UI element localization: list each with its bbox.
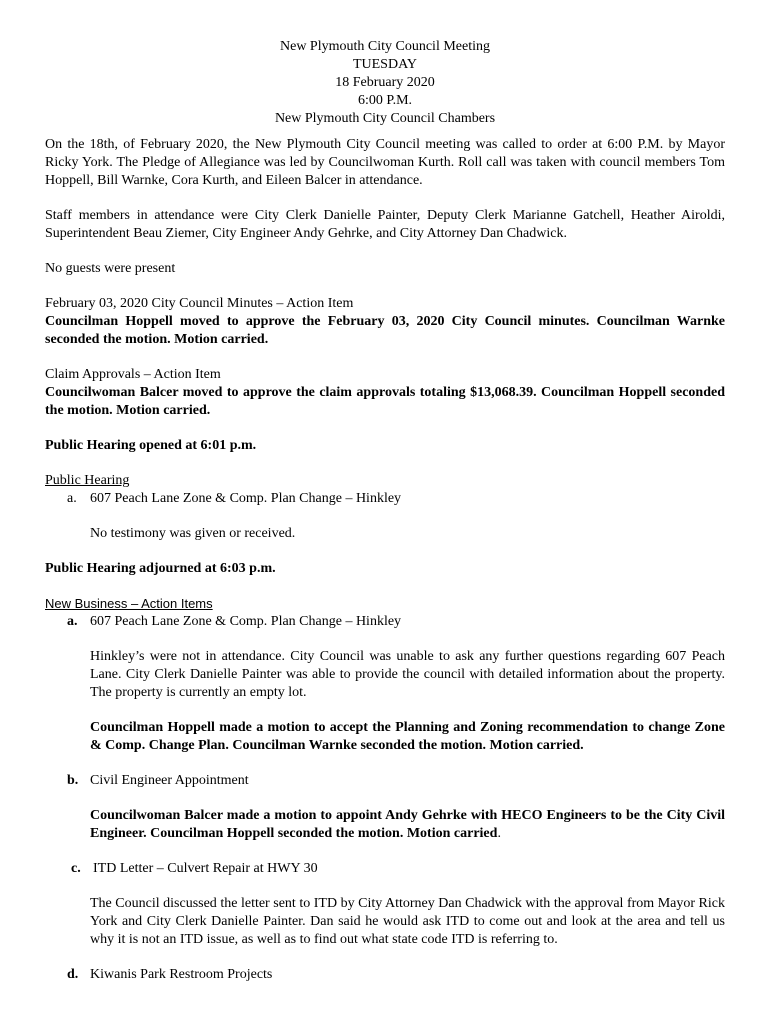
hearing-adjourned: Public Hearing adjourned at 6:03 p.m. bbox=[45, 561, 276, 576]
public-hearing-item-a bbox=[45, 490, 725, 508]
public-hearing-item-a-title: 607 Peach Lane Zone & Comp. Plan Change – Hinkley bbox=[90, 491, 402, 506]
item-a-discussion: Hinkley’s were not in attendance. City Council was unable to ask any further questions regarding 607 Peach Lane. City Clerk Danielle Painter was able to provide the council with detailed information about the property. The property is currently an empty lot. bbox=[90, 649, 725, 700]
list-marker: c. bbox=[71, 861, 81, 876]
list-marker: a. bbox=[67, 614, 78, 629]
item-c-discussion: The Council discussed the letter sent to ITD by City Attorney Dan Chadwick with the approval from Mayor Rick York and City Clerk Danielle Painter. Dan said he would ask ITD to come out and look at the area and tell us why it is not an ITD issue, as well as to find out what state code ITD is referring to. bbox=[90, 896, 725, 947]
new-business-heading: New Business – Action Items bbox=[45, 596, 213, 611]
header-location: New Plymouth City Council Chambers bbox=[274, 111, 496, 126]
staff-paragraph: Staff members in attendance were City Clerk Danielle Painter, Deputy Clerk Marianne Gatchell, Heather Airoldi, Superintendent Beau Ziemer, City Engineer Andy Gehrke, and City Attorney Dan Chadwick. bbox=[45, 208, 725, 241]
list-marker: b. bbox=[67, 773, 79, 788]
item-a-title: 607 Peach Lane Zone & Comp. Plan Change – Hinkley bbox=[90, 614, 402, 629]
hearing-opened: Public Hearing opened at 6:01 p.m. bbox=[45, 438, 257, 453]
list-marker: a. bbox=[67, 491, 77, 506]
minutes-motion: Councilman Hoppell moved to approve the February 03, 2020 City Council minutes. Councilman Warnke seconded the motion. Motion carried. bbox=[45, 314, 725, 347]
new-business-item-b bbox=[45, 772, 725, 790]
claims-motion: Councilwoman Balcer moved to approve the claim approvals totaling $13,068.39. Councilman Hoppell seconded the motion. Motion carried. bbox=[45, 385, 725, 418]
guests-paragraph: No guests were present bbox=[45, 261, 176, 276]
meeting-minutes-page bbox=[45, 38, 725, 984]
header-title: New Plymouth City Council Meeting bbox=[280, 39, 490, 54]
minutes-item-title: February 03, 2020 City Council Minutes – Action Item bbox=[45, 296, 354, 311]
new-business-item-c bbox=[45, 860, 725, 878]
item-b-title: Civil Engineer Appointment bbox=[90, 773, 249, 788]
new-business-item-d bbox=[45, 966, 725, 984]
item-c-title: ITD Letter – Culvert Repair at HWY 30 bbox=[93, 861, 318, 876]
header-date: 18 February 2020 bbox=[335, 75, 435, 90]
item-a-motion: Councilman Hoppell made a motion to accept the Planning and Zoning recommendation to change Zone & Comp. Change Plan. Councilman Warnke seconded the motion. Motion carried. bbox=[90, 720, 725, 753]
item-b-motion-end: . bbox=[497, 826, 501, 841]
item-b-motion-paragraph bbox=[45, 807, 725, 843]
list-marker: d. bbox=[67, 967, 79, 982]
claims-item-title: Claim Approvals – Action Item bbox=[45, 367, 221, 382]
item-b-motion: Councilwoman Balcer made a motion to appoint Andy Gehrke with HECO Engineers to be the City Civil Engineer. Councilman Hoppell seconded the motion. Motion carried bbox=[90, 808, 725, 841]
document-header bbox=[45, 38, 725, 128]
new-business-item-a bbox=[45, 613, 725, 631]
opening-paragraph: On the 18th, of February 2020, the New Plymouth City Council meeting was called to order at 6:00 P.M. by Mayor Ricky York. The Pledge of Allegiance was led by Councilwoman Kurth. Roll call was taken with council members Tom Hoppell, Bill Warnke, Cora Kurth, and Eileen Balcer in attendance. bbox=[45, 137, 725, 188]
item-d-title: Kiwanis Park Restroom Projects bbox=[90, 967, 273, 982]
testimony-note: No testimony was given or received. bbox=[90, 526, 296, 541]
header-time: 6:00 P.M. bbox=[357, 93, 413, 108]
public-hearing-heading: Public Hearing bbox=[45, 473, 130, 488]
header-day: TUESDAY bbox=[352, 57, 418, 72]
